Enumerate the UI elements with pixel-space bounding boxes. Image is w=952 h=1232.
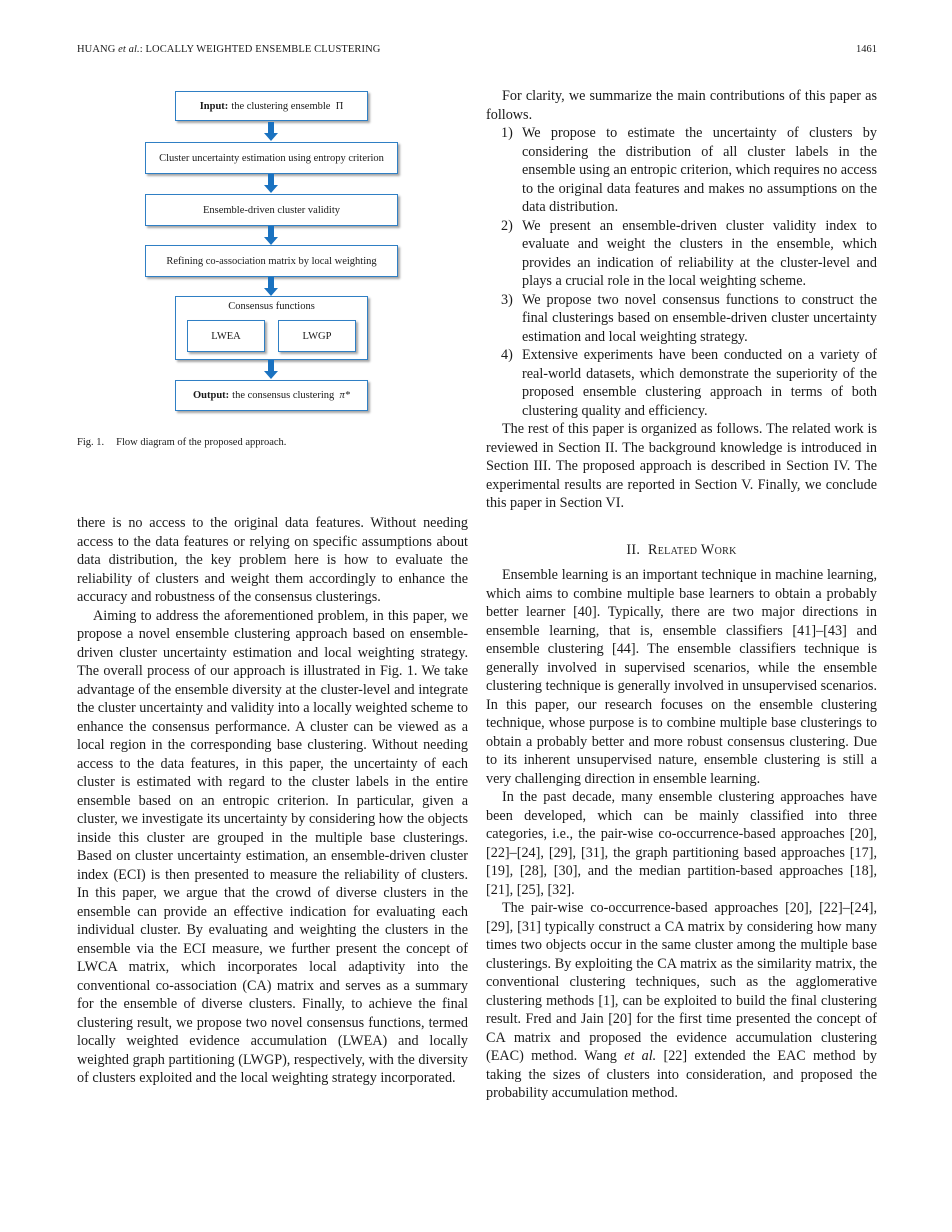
- input-text: the clustering ensemble: [231, 100, 331, 112]
- arrow-down-icon: [264, 122, 278, 142]
- list-item-text: We propose to estimate the uncertainty of clusters by considering the distribution of all cluster labels in the ensemble using an entropic criterion, which requires no access to the original data features and makes no assumptions on the data distribution.: [522, 125, 877, 215]
- flow-diagram: [140, 88, 405, 418]
- uncertainty-text: Cluster uncertainty estimation using entropy criterion: [159, 152, 384, 164]
- paragraph: Ensemble learning is an important technique in machine learning, which aims to combine multiple base learners to obtain a probably better learner [40]. Typically, there are two major directions in ensemble learning, that is, ensemble classifiers [41]–[43] and ensemble clustering [44]. The ensemble classifiers technique is generally involved in supervised scenarios, while the ensemble clustering technique is generally involved in unsupervised scenarios. In this paper, our research focuses on the ensemble clustering technique, whose purpose is to combine multiple base clusterings to obtain a probably better and more robust consensus clustering. Due to its inherent unsupervised nature, ensemble clustering is still a very challenging direction in ensemble learning.: [486, 567, 877, 787]
- list-item: [486, 291, 877, 347]
- list-item: [486, 217, 877, 291]
- right-column: [486, 87, 877, 1103]
- arrow-down-icon: [264, 360, 278, 380]
- left-column: [77, 514, 468, 1088]
- list-item-text: We present an ensemble-driven cluster validity index to evaluate and weight the clusters in the ensemble, which provides an indication of reliability at the cluster-level and plays a crucial role in the local weighting scheme.: [522, 217, 877, 289]
- lwgp-box: [278, 320, 356, 352]
- list-item-number: 3): [501, 291, 513, 308]
- paragraph: there is no access to the original data features. Without needing access to the data features or relying on specific assumptions about data distribution, the key problem here is how to evaluate the reliability of clusters and weight them accordingly to enhance the accuracy and robustness of the consensus clusterings.: [77, 515, 468, 605]
- list-item: [486, 124, 877, 217]
- output-box: [175, 380, 368, 411]
- list-item-number: 4): [501, 347, 513, 363]
- citation-etal: et al.: [624, 1048, 657, 1064]
- arrow-down-icon: [264, 277, 278, 297]
- running-title-prefix: HUANG: [77, 44, 119, 55]
- uncertainty-box: [145, 142, 398, 174]
- consensus-functions-title: Consensus functions: [228, 301, 315, 312]
- running-header: [77, 44, 380, 55]
- arrow-down-icon: [264, 174, 278, 194]
- contributions-intro: For clarity, we summarize the main contributions of this paper as follows.: [486, 88, 877, 123]
- input-label: Input:: [199, 100, 229, 112]
- arrow-down-icon: [264, 226, 278, 246]
- validity-text: Ensemble-driven cluster validity: [202, 204, 341, 216]
- refining-box: [145, 245, 398, 277]
- lwea-box: [187, 320, 265, 352]
- paragraph-text: The pair-wise co-occurrence-based approaches [20], [22]–[24], [29], [31] typically construct a CA matrix by considering how many times two objects occur in the same cluster among the multiple base clusterings. By exploiting the CA matrix as the similarity matrix, the conventional clustering techniques, such as the agglomerative clustering methods [1], can be exploited to build the final clustering result. Fred and Jain [20] for the first time presented the concept of CA matrix and proposed the evidence accumulation clustering (EAC) method. Wang: [486, 900, 877, 1064]
- output-text: the consensus clustering: [232, 390, 335, 401]
- section-title: Related Work: [647, 541, 737, 558]
- output-label: Output:: [192, 390, 230, 401]
- figure-caption-text: Flow diagram of the proposed approach.: [116, 437, 287, 448]
- running-title-suffix: : LOCALLY WEIGHTED ENSEMBLE CLUSTERING: [139, 44, 381, 55]
- paragraph: [486, 899, 877, 1103]
- paragraph-text: [22] extended the EAC method by taking the sizes of clusters into consideration, and proposed the probability accumulation method.: [486, 1048, 878, 1101]
- section-heading: [486, 541, 877, 560]
- list-item: [486, 346, 877, 420]
- running-title-etal: et al.: [118, 44, 140, 55]
- list-item-number: 2): [501, 217, 513, 234]
- output-symbol: π*: [339, 390, 350, 401]
- refining-text: Refining co-association matrix by local weighting: [166, 255, 377, 267]
- list-item-text: We propose two novel consensus functions to construct the final clusterings based on ensemble-driven cluster uncertainty estimation and local weighting strategy.: [522, 291, 877, 345]
- organization-paragraph: The rest of this paper is organized as follows. The related work is reviewed in Section II. The background knowledge is introduced in Section III. The proposed approach is described in Section IV. The experimental results are reported in Section V. Finally, we conclude this paper in Section VI.: [486, 421, 877, 511]
- lwgp-label: LWGP: [302, 330, 332, 342]
- lwea-label: LWEA: [211, 330, 241, 342]
- paragraph: Aiming to address the aforementioned problem, in this paper, we propose a novel ensemble clustering approach based on ensemble-driven cluster uncertainty estimation and local weighting strategy. The overall process of our approach is illustrated in Fig. 1. We take advantage of the ensemble diversity at the cluster-level and integrate the cluster uncertainty and validity into a locally weighted scheme to enhance the consensus performance. A cluster can be viewed as a local region in the corresponding base clustering. Without needing access to the data features, in this paper, the uncertainty of each cluster is estimated with regard to the cluster labels in the entire ensemble based on an entropic criterion. In particular, given a cluster, we investigate its uncertainty by considering how the objects inside this cluster are grouped in the multiple base clusterings. Based on cluster uncertainty estimation, an ensemble-driven cluster index (ECI) is then presented to measure the reliability of clusters. In this paper, we argue that the crowd of diverse clusters in the ensemble can provide an effective indication for evaluating each individual cluster. By evaluating and weighting the clusters in the ensemble via the ECI measure, we further present the concept of LWCA matrix, which incorporates local adaptivity into the conventional co-association (CA) matrix and serves as a summary for the ensemble of diverse clusters. Finally, to achieve the final clustering result, we propose two novel consensus functions, termed locally weighted evidence accumulation (LWEA) and locally weighted graph partitioning (LWGP), respectively, with the diversity of clusters exploited and the local weighting strategy incorporated.: [77, 607, 468, 1086]
- validity-box: [145, 194, 398, 226]
- contributions-list: [486, 124, 877, 420]
- input-box: [175, 91, 368, 121]
- page-number: 1461: [856, 44, 877, 55]
- paragraph: In the past decade, many ensemble clustering approaches have been developed, which can be mainly classified into three categories, i.e., the pair-wise co-occurrence-based approaches [20], [22]–[24], [29], [31], the graph partitioning based approaches [17], [19], [28], [30], and the median partition-based approaches [18], [21], [25], [32].: [486, 789, 877, 898]
- list-item-text: Extensive experiments have been conducted on a variety of real-world datasets, which demonstrate the superiority of the proposed ensemble clustering approach in terms of both clustering quality and efficiency.: [522, 347, 877, 419]
- figure-caption: [77, 437, 286, 448]
- figure-caption-label: Fig. 1.: [77, 437, 105, 448]
- list-item-number: 1): [501, 125, 513, 141]
- input-symbol: Π: [335, 100, 344, 112]
- section-number: II.: [626, 541, 641, 558]
